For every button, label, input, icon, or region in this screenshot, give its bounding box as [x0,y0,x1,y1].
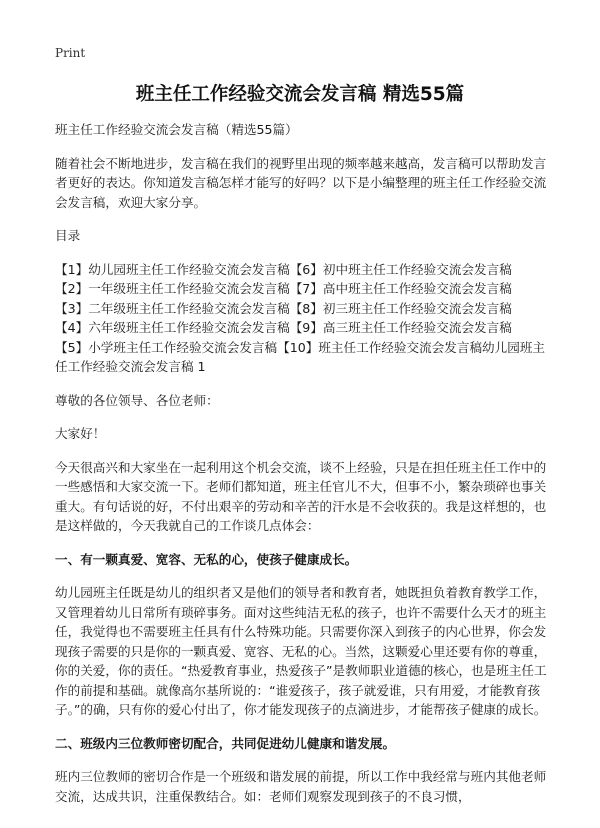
toc-link-5[interactable]: 【5】小学班主任工作经验交流会发言稿 [55,339,278,355]
print-link[interactable]: Print [55,46,86,60]
body-paragraph-2: 幼儿园班主任既是幼儿的组织者又是他们的领导者和教育者，她既担负着教育教学工作，又管理着幼儿日常所有琐碎事务。面对这些纯洁无私的孩子，也许不需要什么天才的班主任，我觉得也不需要班主任具有什么特殊功能。只需要你深入到孩子的内心世界，你会发现孩子需要的只是你的一颗真爱、宽容、无私的心。当然，这颗爱心里还要有你的尊重，你的关爱，你的责任。“热爱教育事业，热爱孩子”是教师职业道德的核心，也是班主任工作的前提和基础。就像高尔基所说的：“谁爱孩子，孩子就爱谁，只有用爱，才能教育孩子。”的确，只有你的爱心付出了，你才能发现孩子的点滴进步，才能帮孩子健康的成长。 [55,585,547,717]
toc-row [55,338,547,377]
toc-row [55,299,547,319]
toc-link-6[interactable]: 【6】初中班主任工作经验交流会发言稿 [289,261,512,277]
toc-link-8[interactable]: 【8】初三班主任工作经验交流会发言稿 [289,300,512,316]
toc-link-3[interactable]: 【3】二年级班主任工作经验交流会发言稿 [55,300,290,316]
article-body [55,120,547,820]
toc-link-2[interactable]: 【2】一年级班主任工作经验交流会发言稿 [55,281,290,296]
toc-row [55,279,547,299]
table-of-contents [55,260,547,377]
body-paragraph-3: 班内三位教师的密切合作是一个班级和谐发展的前提，所以工作中我经常与班内其他老师交流，达成共识，注重保教结合。如：老师们观察发现到孩子的不良习惯， [55,769,547,804]
first-article-heading: 幼儿园班主任工作经验交流会发言稿 1 [55,339,546,374]
toc-link-1[interactable]: 【1】幼儿园班主任工作经验交流会发言稿 [55,261,290,277]
toc-heading: 目录 [55,228,81,243]
toc-link-4[interactable]: 【4】六年级班主任工作经验交流会发言稿 [55,320,290,335]
toc-link-9[interactable]: 【9】高三班主任工作经验交流会发言稿 [289,320,512,335]
toc-link-7[interactable]: 【7】高中班主任工作经验交流会发言稿 [289,281,512,296]
intro-paragraph: 随着社会不断地进步，发言稿在我们的视野里出现的频率越来越高，发言稿可以帮助发言者更好的表达。你知道发言稿怎样才能写的好吗？以下是小编整理的班主任工作经验交流会发言稿，欢迎大家分享。 [55,155,547,210]
body-paragraph-1: 今天很高兴和大家坐在一起利用这个机会交流，谈不上经验，只是在担任班主任工作中的一些感悟和大家交流一下。老师们都知道，班主任官儿不大，但事不小，繁杂琐碎也事关重大。有句话说的好，不付出艰辛的劳动和辛苦的汗水是不会收获的。我是这样想的，也是这样做的，今天我就自己的工作谈几点体会： [55,459,547,533]
article-subtitle: 班主任工作经验交流会发言稿（精选55篇） [55,122,298,137]
toc-row [55,318,547,338]
hello-line: 大家好！ [55,426,106,441]
toc-link-10[interactable]: 【10】班主任工作经验交流会发言稿 [277,339,483,355]
toc-row [55,260,547,280]
section-heading-2: 二、班级内三位教师密切配合，共同促进幼儿健康和谐发展。 [55,735,396,751]
section-heading-1: 一、有一颗真爱、宽容、无私的心，使孩子健康成长。 [55,551,358,567]
greeting: 尊敬的各位领导、各位老师： [55,392,219,408]
page-title: 班主任工作经验交流会发言稿 精选55篇 [135,84,465,105]
